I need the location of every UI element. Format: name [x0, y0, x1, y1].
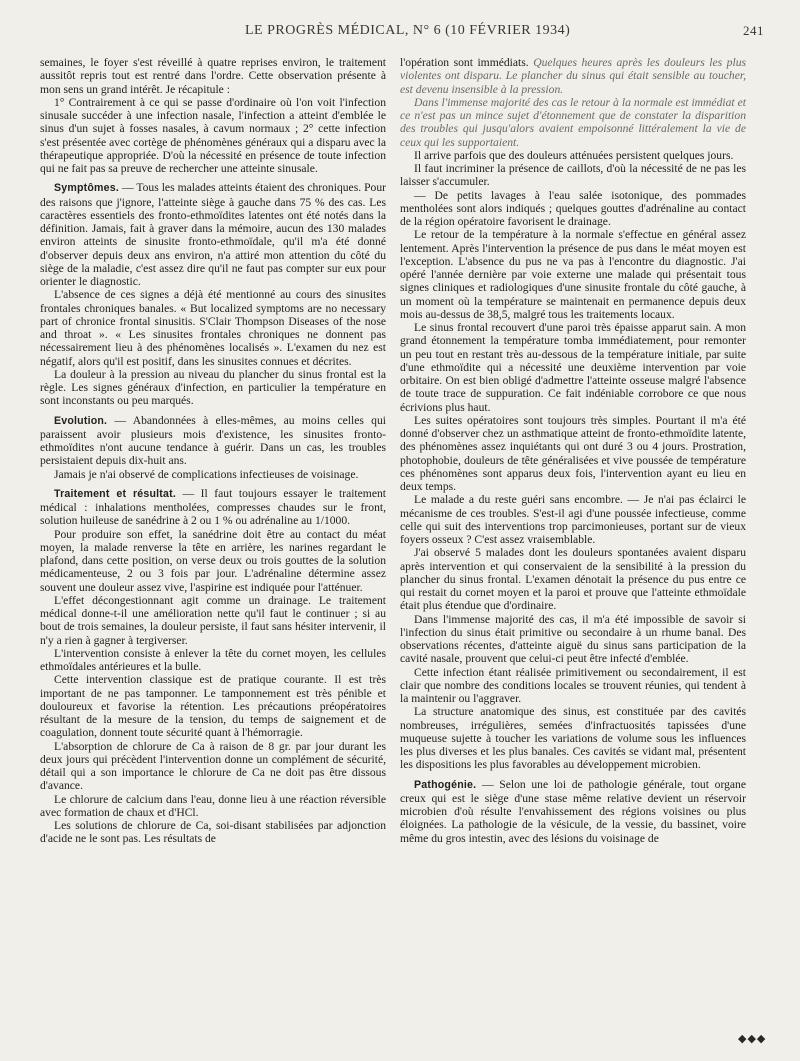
- paragraph: [400, 162, 746, 189]
- paragraph-text: Le retour de la température à la normale s'effectue en général assez lentement. Après l'intervention la présence de pus dans le méat moyen est l'exception. L'absence du pus ne va pas à l'encontre du diagnostic. J'ai opéré l'année dernière par voie externe une malade qui présentait tous signes cliniques et radiologiques d'une sinusite frontale du côté gauche, à un moment où la température se maintenait en permanence depuis deux mois au-dessus de 38,5, malgré tous les traitements locaux.: [400, 228, 746, 321]
- paragraph: [40, 673, 386, 739]
- paragraph: [40, 414, 386, 468]
- paragraph-text: Jamais je n'ai observé de complications infectieuses de voisinage.: [54, 467, 359, 481]
- paragraph-text: L'absence de ces signes a déjà été mentionné au cours des sinusites frontales chroniques banales. « But localized symptoms are no necessary part of chronice frontal sinusitis. S'Clair Thompson Diseases of the nose and throat ». « Les sinusites frontales chroniques ne donnent pas nécessairement lieu à des phénomènes localisés ». L'examen du nez est négatif, alors qu'il est positif, dans les sinusites connues et décrites.: [40, 288, 386, 368]
- paragraph: [40, 56, 386, 96]
- paragraph-text: — De petits lavages à l'eau salée isotonique, des pommades mentholées sont alors indiqués ; quelques gouttes d'adrénaline au contact de la région opératoire favorisent le drainage.: [400, 188, 746, 228]
- journal-title: LE PROGRÈS MÉDICAL, N° 6 (10 FÉVRIER 1934): [245, 23, 571, 38]
- paragraph-text: Pour produire son effet, la sanédrine doit être au contact du méat moyen, la malade renverse la tête en arrière, les narines regardant le plafond, dans cette position, on verse deux ou trois gouttes de la solution médicamenteuse, 2 ou 3 fois par jour. L'adrénaline détermine assez souvent une douleur assez vive, l'aspirine est indiquée pour l'atténuer.: [40, 527, 386, 594]
- left-column: [40, 56, 386, 846]
- paragraph-text: 1° Contrairement à ce qui se passe d'ordinaire où l'on voit l'infection sinusale succéder à une infection nasale, l'infection a atteint d'emblée le sinus d'un sujet à fosses nasales, à cavum normaux ; 2° cette infection s'est présentée avec cortège de phénomènes généraux qui a disparu avec la thérapeutique appropriée. D'où la nécessité en présence de toute infection qui ne fait pas sa preuve de rechercher une atteinte sinusale.: [40, 95, 386, 175]
- paragraph: [40, 819, 386, 846]
- end-ornament: ◆◆◆: [738, 1033, 767, 1045]
- paragraph: [400, 613, 746, 666]
- paragraph-text: Les solutions de chlorure de Ca, soi-disant stabilisées par adjonction d'acide ne le sont pas. Les résultats de: [40, 819, 386, 846]
- paragraph-text: l'opération sont immédiats.: [400, 56, 529, 69]
- paragraph: [400, 96, 746, 149]
- paragraph: [400, 189, 746, 229]
- paragraph: [40, 647, 386, 674]
- section-heading: Evolution.: [54, 414, 108, 427]
- paragraph-text: L'effet décongestionnant agit comme un drainage. Le traitement médical donne-t-il une amélioration nette qu'il faut le continuer ; si au bout de trois semaines, la douleur persiste, il faut sans hésiter intervenir, il n'y a rien à gagner à tergiverser.: [40, 593, 386, 647]
- paragraph: [40, 368, 386, 408]
- paragraph: [400, 149, 746, 162]
- paragraph: [400, 321, 746, 414]
- paragraph-text: — Selon une loi de pathologie générale, tout organe creux qui est le siège d'une stase même relative devient un réservoir microbien d'où résulte l'envahissement des régions voisines ou plus éloignées. La pathologie de la vésicule, de la vessie, du bassinet, voire même du gros intestin, avec des lésions du voisinage de: [400, 777, 746, 845]
- paragraph-text: La douleur à la pression au niveau du plancher du sinus frontal est la règle. Les signes généraux d'infection, en particulier la température en sont inconstants ou peu marqués.: [40, 367, 386, 408]
- paragraph-text: Les suites opératoires sont toujours très simples. Pourtant il m'a été donné d'observer chez un asthmatique atteint de fronto-ethmoïdite latente, des phénomènes assez inquiétants qui ont duré 3 ou 4 jours. Prostration, photophobie, douleurs de tête généralisées et vive poussée de température ces phénomènes sont apparus deux fois, l'intervention ayant eu lieu en deux temps.: [400, 413, 746, 493]
- paragraph-text: L'intervention consiste à enlever la tête du cornet moyen, les cellules ethmoïdales antérieures et la bulle.: [40, 646, 386, 673]
- paragraph: [400, 666, 746, 706]
- paragraph: [400, 493, 746, 546]
- paragraph-text: Dans l'immense majorité des cas, il m'a été impossible de savoir si l'infection du sinus était primitive ou secondaire à un rhume banal. Des observations récentes, d'atteinte aiguë du sinus sans participation de la cavité nasale, prouvent que celui-ci peut être infecté d'emblée.: [400, 612, 746, 666]
- right-column: [400, 56, 746, 845]
- paragraph-text: J'ai observé 5 malades dont les douleurs spontanées avaient disparu après intervention et qui conservaient de la sensibilité à la pression du plancher du sinus frontal. L'examen dénotait la présence du pus entre ce qui restait du cornet moyen et la paroi et prouve que l'atteinte ethmoïdale était plus étendue que d'ordinaire.: [400, 546, 746, 613]
- paragraph-text: L'absorption de chlorure de Ca à raison de 8 gr. par jour durant les deux jours qui précèdent l'intervention donne un complément de sécurité, détail qui a son importance le chlorure de Ca ne doit pas être dissous d'avance.: [40, 739, 386, 793]
- paragraph-text: Dans l'immense majorité des cas le retour à la normale est immédiat et ce n'est pas un mince sujet d'étonnement que de constater la disparition des troubles qui jusqu'alors avaient empoisonné littéralement la vie de ceux qui les supportaient.: [400, 95, 746, 149]
- paragraph-text: — Tous les malades atteints étaient des chroniques. Pour des raisons que j'ignore, l'atteinte siège à gauche dans 75 % des cas. Les caractères essentiels des fronto-ethmoïdites latentes ont été notés dans la définition. Jamais, fait à graver dans la mémoire, aucun des 130 malades environ atteints de sinusite fronto-ethmoïdale, qu'il m'a été donné d'observer depuis deux ans environ, n'a attiré mon attention du côté du siège de la maladie, c'est assez dire qu'il ne faut pas compter sur eux pour orienter le diagnostic.: [40, 181, 386, 288]
- paragraph: [40, 96, 386, 176]
- section-heading: Pathogénie.: [414, 778, 477, 791]
- paragraph-text: — Il faut toujours essayer le traitement médical : inhalations mentholées, compresses chaudes sur le front, solution huileuse de sanédrine à 2 ou 1 % ou adrénaline au 1/1000.: [40, 486, 386, 528]
- italic-text: Quelques heures après les douleurs les plus violentes ont disparu. Le plancher du sinus qui était sensible au toucher, est devenu insensible à la pression.: [400, 56, 747, 96]
- paragraph: [40, 793, 386, 820]
- paragraph-text: Il faut incriminer la présence de caillots, d'où la nécessité de ne pas les laisser s'accumuler.: [400, 162, 746, 189]
- paragraph-text: Il arrive parfois que des douleurs atténuées persistent quelques jours.: [414, 148, 734, 162]
- paragraph-text: Le chlorure de calcium dans l'eau, donne lieu à une réaction réversible avec formation de chaux et d'HCl.: [40, 792, 386, 819]
- paragraph: [40, 288, 386, 368]
- paragraph: [40, 181, 386, 288]
- paragraph: [400, 228, 746, 321]
- paragraph: [40, 468, 386, 481]
- paragraph: [400, 56, 746, 96]
- paragraph-text: La structure anatomique des sinus, est constituée par des cavités nombreuses, irrégulières, semées d'infractuosités tapissées d'une muqueuse sujette à toucher les variations de volume sous les influences les plus diverses et les plus banales. Ces cavités se vidant mal, présentent les dispositions les plus favorables au développement microbien.: [400, 705, 746, 772]
- paragraph: [40, 487, 386, 528]
- paragraph: [40, 740, 386, 793]
- paragraph-text: Le sinus frontal recouvert d'une paroi très épaisse apparut sain. A mon grand étonnement la température tomba immédiatement, pour remonter un peu tout en restant très au-dessous de la température initiale, par suite d'une ethmoïdite qui a nécessité une deuxième intervention par voie orbitaire. On est bien obligé d'admettre l'atteinte osseuse malgré l'absence de toute trace de suppuration. Ce fait indéniable corrobore ce que nous écrivions plus haut.: [400, 321, 746, 414]
- section-heading: Symptômes.: [54, 182, 119, 195]
- paragraph: [40, 594, 386, 647]
- running-header: [40, 20, 764, 42]
- paragraph: [400, 546, 746, 612]
- paragraph-text: Cette intervention classique est de pratique courante. Il est très important de ne pas tamponner. Le tamponnement est très pénible et douloureux et favorise la rétention. Les précautions préopératoires résultant de la mesure de la tension, du temps de saignement et de coagulation, donnent toute sécurité quant à l'hémorragie.: [40, 673, 386, 740]
- paragraph-text: — Abandonnées à elles-mêmes, au moins celles qui paraissent avoir plusieurs mois d'existence, les sinusites fronto-ethmoïdites n'ont aucune tendance à guérir. Dans un cas, les troubles persistaient depuis dix-huit ans.: [40, 413, 386, 468]
- paragraph: [400, 705, 746, 771]
- paragraph-text: semaines, le foyer s'est réveillé à quatre reprises environ, le traitement aussitôt repris tout est rentré dans l'ordre. Cette observation présente à mon sens un grand intérêt. Je récapitule :: [40, 56, 386, 96]
- paragraph: [400, 414, 746, 494]
- paragraph-text: Cette infection étant réalisée primitivement ou secondairement, il est clair que nombre des conditions locales se trouvent réunies, qui tendent à la maintenir ou l'aggraver.: [400, 665, 746, 705]
- paragraph-text: Le malade a du reste guéri sans encombre. — Je n'ai pas éclairci le mécanisme de ces troubles. S'est-il agi d'une poussée infectieuse, comme celle qui suit des interventions trop parcimonieuses, portant sur de vieux foyers osseux ? C'est assez vraisemblable.: [400, 493, 746, 546]
- paragraph: [40, 528, 386, 594]
- page-number: 241: [743, 23, 764, 38]
- paragraph: [400, 778, 746, 845]
- section-heading: Traitement et résultat.: [54, 487, 176, 500]
